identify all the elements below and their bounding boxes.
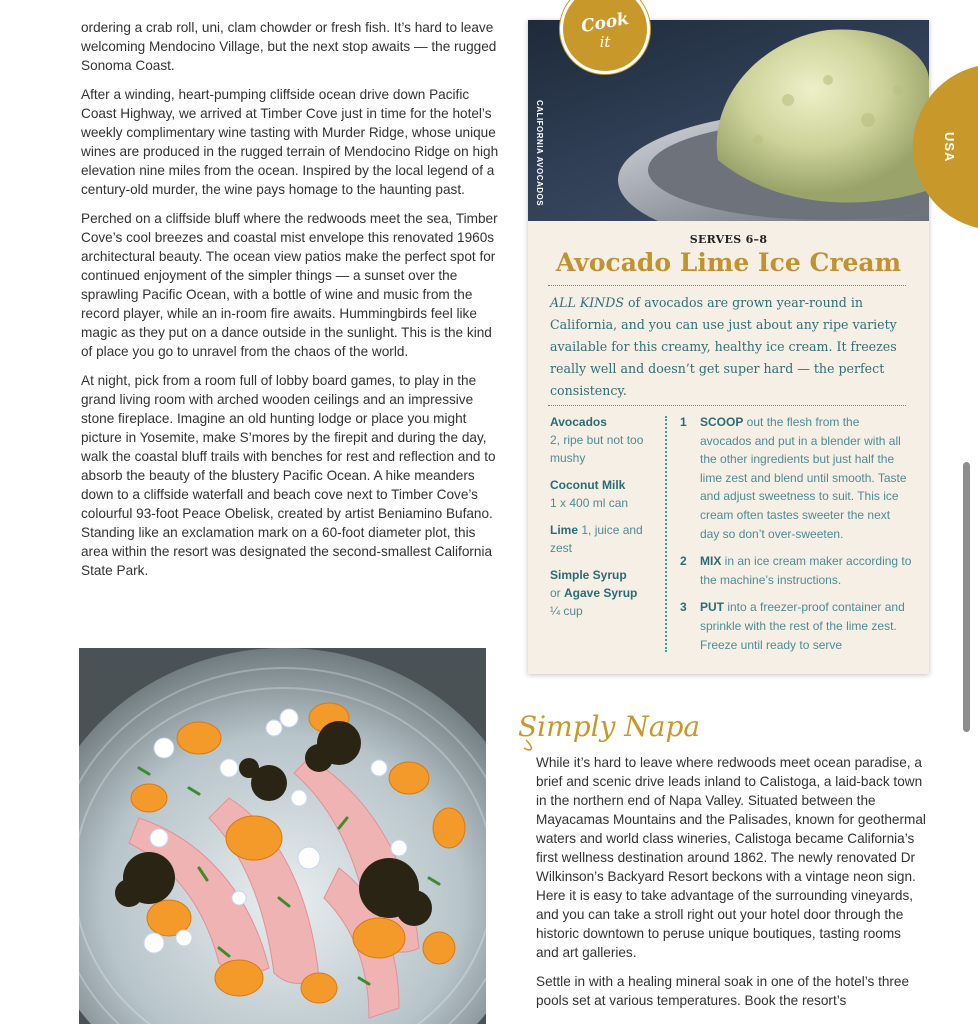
napa-heading-text: Simply Napa <box>518 710 701 743</box>
crudo-dish-illustration <box>79 648 486 1024</box>
step-number: 2 <box>680 554 687 569</box>
article-paragraph: While it’s hard to leave where redwoods meet ocean paradise, a brief and scenic drive leads inland to Calistoga, a laid-back town in the northern end of Napa Valley. Situated between the Mayacamas Mountains and the Palisades, known for geothermal waters and world class wineries, Calistoga became California’s first wellness destination around 1862. The newly renovated Dr Wilkinson’s Backyard Resort beckons with a vintage neon sign. Here it is easy to take advantage of the surrounding vineyards, and you can take a stroll right out your hotel door through the historic downtown to peruse unique boutiques, tasting rooms and art galleries. <box>536 755 926 960</box>
recipe-card <box>528 20 929 674</box>
step-number: 3 <box>680 600 687 615</box>
method-step <box>680 598 912 654</box>
badge-it-text: it <box>599 33 611 51</box>
ingredient-detail: ¼ cup <box>550 604 583 618</box>
ingredient-list <box>550 413 662 629</box>
step-verb: MIX <box>700 554 722 569</box>
dotted-divider <box>548 405 906 406</box>
step-text: out the flesh from the avocados and put in a blender with all the other ingredients but just half the lime zest and blend until smooth. Taste and adjust sweetness to suit. This ice cream often tastes sweeter the next day so don’t over-sweeten. <box>700 415 907 541</box>
article-paragraph: After a winding, heart-pumping cliffside ocean drive down Pacific Coast Highway, we arrived at Timber Cove just in time for the hotel’s weekly complimentary wine tasting with Murder Ridge, whose unique wines are produced in the rugged terrain of Mendocino Ridge on high elevation nine miles from the ocean. Inspired by the local legend of a century-old murder, the wine pays homage to the haunting past. <box>81 87 499 197</box>
article-paragraph: Settle in with a healing mineral soak in one of the hotel’s three pools set at various temperatures. Book the resort’s <box>536 974 910 1008</box>
step-text: in an ice cream maker according to the machine’s instructions. <box>700 554 912 587</box>
ingredient-detail: 1 x 400 ml can <box>550 496 629 510</box>
ingredient-name: Simple Syrup <box>550 568 627 582</box>
usa-tab-label: USA <box>942 131 957 163</box>
ingredient-detail: 2, ripe but not too mushy <box>550 433 644 465</box>
ingredient-detail: 1, juice and zest <box>550 523 643 555</box>
article-paragraph: Perched on a cliffside bluff where the redwoods meet the sea, Timber Cove’s cool breezes and coastal mist envelope this renovated 1960s architectural beauty. The ocean view patios make the perfect spot for continued enjoyment of the simpler things — a sunset over the sprawling Pacific Ocean, with a bottle of wine and music from the record player, while an in-room fire awaits. Hummingbirds feel like magic as they put on a dance outside in the sunlight. This is the kind of place you go to unravel from the chaos of the world. <box>81 211 498 359</box>
recipe-intro-text: of avocados are grown year-round in California, and you can use just about any ripe variety available for this creamy, healthy ice cream. It freezes really well and doesn’t get super hard — the perfect consistency. <box>550 295 897 398</box>
step-verb: SCOOP <box>700 415 744 429</box>
ingredient-item <box>550 566 662 620</box>
method-step <box>680 552 912 589</box>
crudo-dish-photo <box>79 648 486 1024</box>
method-step <box>680 413 912 543</box>
step-number: 1 <box>680 415 687 429</box>
napa-article-column <box>536 753 926 1020</box>
ingredient-name: Avocados <box>550 415 607 429</box>
recipe-title: Avocado Lime Ice Cream <box>555 248 902 277</box>
column-divider <box>665 416 667 652</box>
dotted-divider <box>548 285 906 286</box>
article-paragraph: ordering a crab roll, uni, clam chowder or fresh fish. It’s hard to leave welcoming Mendocino Village, but the next stop awaits — the rugged Sonoma Coast. <box>81 20 497 73</box>
recipe-intro-lead: ALL KINDS <box>550 295 624 310</box>
ingredient-name: Lime <box>550 523 579 537</box>
simply-napa-heading <box>516 700 716 752</box>
ingredient-name-alt: Agave Syrup <box>564 586 638 600</box>
ingredient-name: Coconut Milk <box>550 478 626 492</box>
step-verb: PUT <box>700 600 724 615</box>
ingredient-connector: or <box>550 586 565 600</box>
ingredient-item <box>550 413 662 467</box>
article-paragraph: At night, pick from a room full of lobby board games, to play in the grand living room with arched wooden ceilings and an impressive stone fireplace. Imagine an old hunting lodge or place you might picture in Yosemite, make S’mores by the firepit and during the day, walk the coastal bluff trails with benches for rest and reflection and to absorb the beauty of the blustery Pacific Ocean. A hike meanders down to a cliffside waterfall and beach cove next to Timber Cove’s colourful 93-foot Peace Obelisk, created by artist Beniamino Bufano. Standing like an exclamation mark on a 60-foot diameter plot, this area within the resort was designated the second-smallest California State Park. <box>81 373 496 578</box>
ingredient-item <box>550 476 662 512</box>
left-article-column <box>81 18 501 590</box>
recipe-serves: SERVES 6–8 <box>689 233 768 246</box>
badge-cook-text: Cook <box>579 8 631 38</box>
photo-credit-label: CALIFORNIA AVOCADOS <box>535 100 544 207</box>
method-steps <box>680 413 912 663</box>
vertical-scrollbar[interactable] <box>963 462 970 732</box>
recipe-intro <box>550 292 910 402</box>
ingredient-item <box>550 521 662 557</box>
step-text: into a freezer-proof container and sprinkle with the rest of the lime zest. Freeze until ready to serve <box>700 600 905 652</box>
